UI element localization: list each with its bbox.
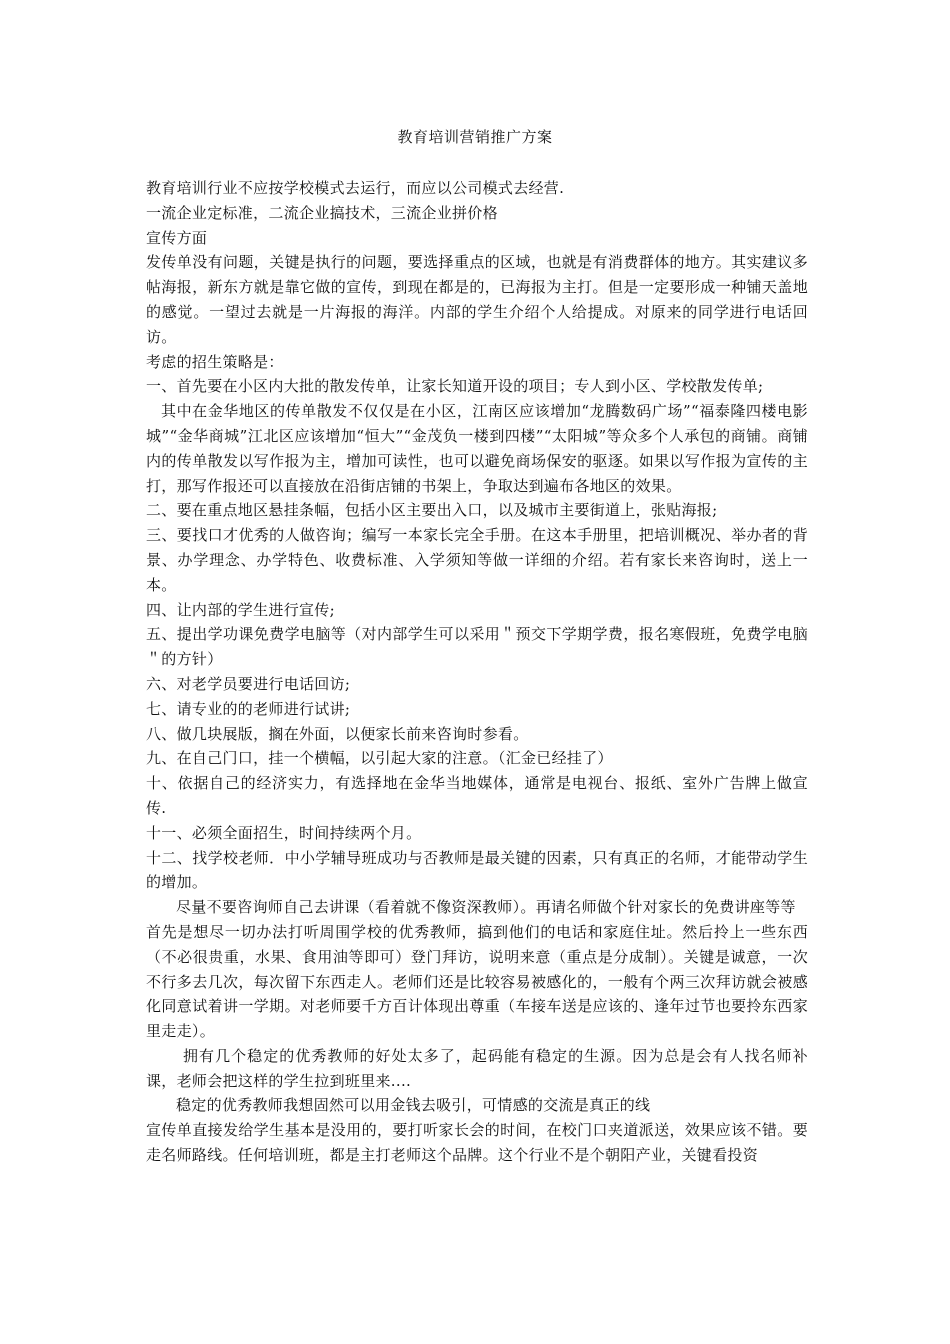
paragraph-teacher-emotion: 稳定的优秀教师我想固然可以用金钱去吸引，可情感的交流是真正的线 (176, 1096, 651, 1115)
paragraph-flyers: 发传单没有问题，关键是执行的问题，要选择重点的区域，也就是有消费群体的地方。其实建议多帖海报，新东方就是靠它做的宣传，到现在都是的，已海报为主打。但是一定要形成一种铺天盖地的感觉。一望过去就是一片海报的海洋。内部的学生介绍个人给提成。对原来的同学进行电话回访。 (146, 253, 808, 346)
strategy-item-5: 五、提出学功课免费学电脑等（对内部学生可以采用＂预交下学期学费，报名寒假班，免费学电脑＂的方针） (146, 625, 808, 669)
strategy-item-4: 四、让内部的学生进行宣传; (146, 600, 335, 619)
strategy-item-3: 三、要找口才优秀的人做咨询；编写一本家长完全手册。在这本手册里，把培训概况、举办者的背景、办学理念、办学特色、收费标准、入学须知等做一详细的介绍。若有家长来咨询时，送上一本。 (146, 526, 808, 594)
document-body (146, 176, 808, 1168)
document-title: 教育培训营销推广方案 (397, 128, 553, 146)
paragraph-teacher-lecture: 尽量不要咨询师自己去讲课（看着就不像资深教师）。再请名师做个针对家长的免费讲座等等 (176, 898, 796, 917)
strategy-item-6: 六、对老学员要进行电话回访; (146, 674, 351, 693)
strategy-item-10: 十、依据自己的经济实力，有选择地在金华当地媒体，通常是电视台、报纸、室外广告牌上做宣传. (146, 774, 808, 817)
paragraph-flyer-distribution: 宣传单直接发给学生基本是没用的，要打听家长会的时间，在校门口夹道派送，效果应该不错。要走名师路线。任何培训班，都是主打老师这个品牌。这个行业不是个朝阳产业，关键看投资 (146, 1121, 808, 1165)
strategy-item-12: 十二、找学校老师．中小学辅导班成功与否教师是最关键的因素，只有真正的名师，才能带动学生的增加。 (146, 848, 808, 892)
strategy-item-1-detail: 其中在金华地区的传单散发不仅仅是在小区，江南区应该增加“龙腾数码广场”“福泰隆四楼电影城”“金华商城”江北区应该增加“恒大”“金茂负一楼到四楼”“太阳城”等众多个人承包的商铺。商铺内的传单散发以写作报为主，增加可读性，也可以避免商场保安的驱逐。如果以写作报为宣传的主打，那写作报还可以直接放在沿街店铺的书架上，争取达到遍布各地区的效果。 (146, 402, 808, 495)
paragraph-strategy-intro: 考虑的招生策略是： (146, 352, 284, 371)
strategy-item-7: 七、请专业的的老师进行试讲; (146, 699, 351, 718)
strategy-item-8: 八、做几块展版，搁在外面，以便家长前来咨询时参看。 (146, 724, 529, 743)
paragraph-teacher-recruit: 首先是想尽一切办法打听周围学校的优秀教师，搞到他们的电话和家庭住址。然后拎上一些东西（不必很贵重，水果、食用油等即可）登门拜访，说明来意（重点是分成制）。关键是诚意，一次不行多去几次，每次留下东西走人。老师们还是比较容易被感化的，一般有个两三次拜访就会被感化同意试着讲一学期。对老师要千方百计体现出尊重（车接车送是应该的、逢年过节也要拎东西家里走走）。 (146, 922, 808, 1041)
paragraph-intro: 教育培训行业不应按学校模式去运行，而应以公司模式去经营. (146, 179, 565, 197)
strategy-item-11: 十一、必须全面招生，时间持续两个月。 (146, 823, 422, 842)
strategy-item-1: 一、首先要在小区内大批的散发传单，让家长知道开设的项目；专人到小区、学校散发传单; (146, 377, 764, 396)
strategy-item-2: 二、要在重点地区悬挂条幅，包括小区主要出入口，以及城市主要街道上，张贴海报; (146, 501, 718, 520)
paragraph-teacher-benefits: 拥有几个稳定的优秀教师的好处太多了，起码能有稳定的生源。因为总是会有人找名师补课，老师会把这样的学生拉到班里来.... (146, 1046, 808, 1090)
strategy-item-9: 九、在自己门口，挂一个横幅，以引起大家的注意。（汇金已经挂了） (146, 749, 613, 768)
section-heading-publicity: 宣传方面 (146, 228, 208, 247)
paragraph-motto: 一流企业定标准，二流企业搞技术，三流企业拼价格 (146, 203, 498, 222)
